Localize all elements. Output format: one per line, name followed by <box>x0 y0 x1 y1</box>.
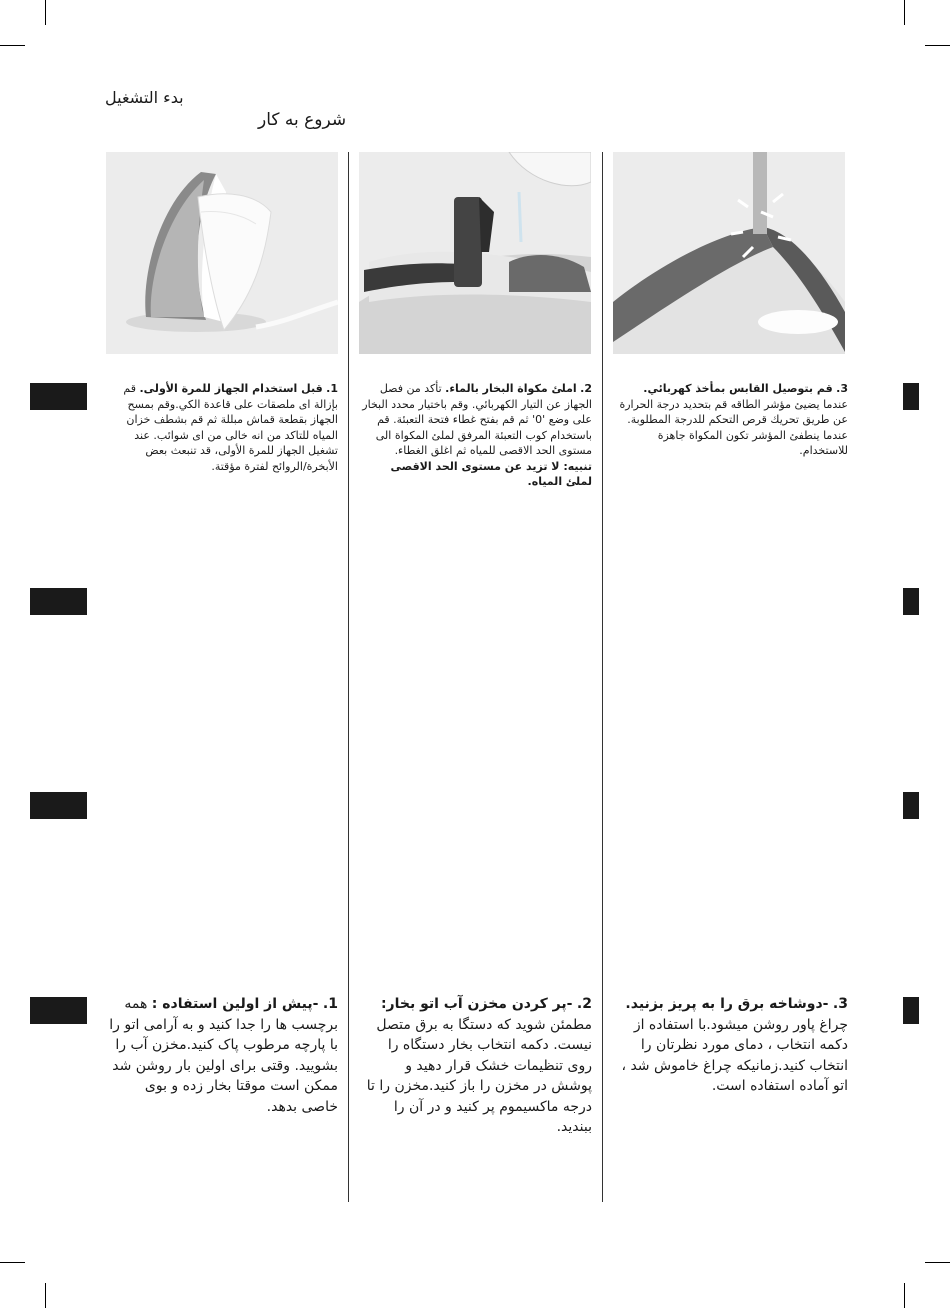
crop-mark <box>904 1283 905 1308</box>
page-title-persian: شروع به کار <box>258 110 347 130</box>
iron-with-cloth-image <box>106 152 338 354</box>
step-body: قم بإزالة اى ملصقات على قاعدة الكي.وقم بمسح الجهاز بقطعة قماش مبللة ثم قم بشطف خزان المياه للتاكد من انه خالى من اى شوائب. عند تشغيل الجهاز للمرة الأولى، قد تنبعث بعض الأبخرة/الروائح لفترة مؤقتة. <box>123 382 338 473</box>
crop-mark <box>0 45 25 46</box>
crop-mark <box>45 1283 46 1308</box>
persian-step-3 <box>616 994 848 1097</box>
persian-step-2 <box>362 994 592 1138</box>
step-warning: تنبيه: لا تزيد عن مستوى الحد الاقصى لملئ المياه. <box>390 459 592 488</box>
step-heading: -پیش از اولین استفاده : <box>151 996 319 1012</box>
step-number: 1. <box>322 996 338 1012</box>
step-number: 3. <box>832 996 848 1012</box>
crop-mark <box>0 1262 25 1263</box>
arabic-step-3 <box>616 381 848 459</box>
step-number: 2. <box>576 996 592 1012</box>
step-heading: -دوشاخه برق را به پریز بزنید. <box>625 996 829 1012</box>
step-body: تأكد من فصل الجهاز عن التيار الكهربائي. وقم باختيار محدد البخار على وضع '0' ثم قم بفتح غطاء فتحة التعبئة. قم باستخدام كوب التعبئة المرفق لملئ المكواة الى مستوى الحد الاقصى للمياه ثم اغلق الغطاء. <box>362 382 592 457</box>
step-number: 1. <box>326 382 338 395</box>
power-light-handle-image <box>613 152 845 354</box>
step-heading: -پر کردن مخزن آب اتو بخار: <box>380 996 573 1012</box>
arabic-step-1 <box>108 381 338 474</box>
section-tab <box>903 997 919 1024</box>
step-heading: قم بتوصيل القابس بمأخذ كهربائي. <box>643 382 833 395</box>
persian-step-1 <box>108 994 338 1117</box>
step-body: عندما يضيئ مؤشر الطاقه قم بتحديد درجة الحرارة عن طريق تحريك قرص التحكم للدرجة المطلوبة. عندما ينطفئ المؤشر تكون المكواة جاهزة للاستخدام. <box>619 397 848 457</box>
section-tab <box>903 383 919 410</box>
step-number: 2. <box>580 382 592 395</box>
section-tab <box>30 997 87 1024</box>
section-tab <box>903 792 919 819</box>
section-tab <box>30 383 87 410</box>
section-tab <box>30 588 87 615</box>
column-divider <box>602 152 603 1202</box>
step-body: چراغ پاور روشن میشود.با استفاده از دکمه انتخاب ، دمای مورد نظرتان را انتخاب کنید.زمانیکه چراغ خاموش شد ، اتو آماده استفاده است. <box>621 1016 848 1094</box>
section-tab <box>30 792 87 819</box>
crop-mark <box>925 45 950 46</box>
step-heading: قبل استخدام الجهاز للمرة الأولى. <box>139 382 323 395</box>
crop-mark <box>925 1262 950 1263</box>
column-divider <box>348 152 349 1202</box>
filling-water-tank-image <box>359 152 591 354</box>
arabic-step-2 <box>362 381 592 490</box>
crop-mark <box>45 0 46 25</box>
step-body: همه برچسب ها را جدا کنید و به آرامی اتو را با پارچه مرطوب پاک کنید.مخزن آب را بشویید. وقتی برای اولین بار روشن شد ممکن است موقتا بخار زده و بوی خاصی بدهد. <box>109 996 338 1115</box>
step-heading: املئ مكواة البخار بالماء. <box>445 382 577 395</box>
section-tab <box>903 588 919 615</box>
step-number: 3. <box>836 382 848 395</box>
crop-mark <box>904 0 905 25</box>
step-body: مطمئن شوید که دستگا به برق متصل نیست. دکمه انتخاب بخار دستگاه را روی تنظیمات خشک قرار دهید و پوشش در مخزن را باز کنید.مخزن را تا درجه ماکسیموم پر کنید و در آن را ببندید. <box>366 1016 592 1135</box>
page-title-arabic: بدء التشغيل <box>105 88 184 107</box>
